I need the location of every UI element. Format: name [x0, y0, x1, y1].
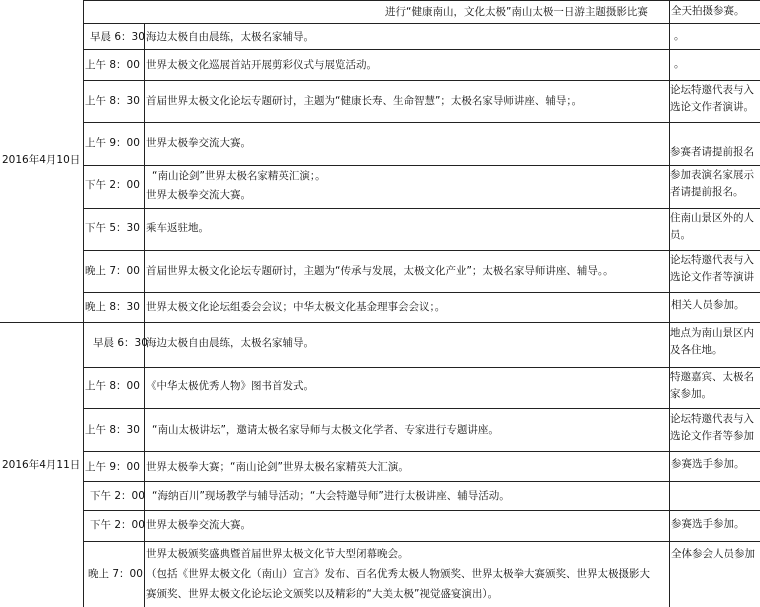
day2-date: 2016年4月11日	[2, 459, 81, 471]
day1-row5-event-line2: 世界太极拳交流大赛。	[146, 189, 251, 201]
day2-row2-time: 上午 8：00	[85, 380, 140, 392]
day2-row7-event-line2: （包括《世界太极文化（南山）宣言》发布、百名优秀太极人物颁奖、世界太极拳大赛颁奖、世界太极摄影大	[146, 568, 650, 580]
day2-row6-time: 下午 2：00	[90, 519, 145, 531]
day2-row7-time: 晚上 7：00	[88, 568, 143, 580]
day2-row7-event: 世界太极颁奖盛典暨首届世界太极文化节大型闭幕晚会。	[146, 548, 409, 560]
day1-row7-note: 论坛特邀代表与入选论文作者等演讲	[670, 254, 754, 283]
day2-row6-note: 参赛选手参加。	[671, 518, 745, 530]
header-note: 全天拍摄参赛。	[671, 5, 745, 17]
day1-row3-note: 论坛特邀代表与入选论文作者演讲。	[670, 84, 754, 113]
day1-date: 2016年4月10日	[2, 154, 81, 166]
day1-row4-event: 世界太极拳交流大赛。	[146, 137, 251, 149]
day1-row5-note: 参加表演名家展示者请提前报名。	[670, 169, 754, 198]
day1-row3-event: 首届世界太极文化论坛专题研讨，主题为“健康长寿、生命智慧”；太极名家导师讲座、辅导；。	[146, 95, 583, 107]
day1-row7-event: 首届世界太极文化论坛专题研讨，主题为“传承与发展，太极文化产业”；太极名家导师讲座、辅导。。	[146, 265, 614, 277]
day1-row2-note: 。	[674, 58, 685, 70]
header-event: 进行“健康南山，文化太极”南山太极一日游主题摄影比赛	[385, 6, 648, 18]
day2-row4-note: 参赛选手参加。	[671, 458, 745, 470]
day1-row3-time: 上午 8：30	[85, 95, 140, 107]
day2-row6-event: 世界太极拳交流大赛。	[146, 519, 251, 531]
day1-row2-time: 上午 8：00	[85, 59, 140, 71]
day1-row8-time: 晚上 8：30	[85, 301, 140, 313]
day2-row7-event-line3: 赛颁奖、世界太极文化论坛论文颁奖以及精彩的“大美太极”视觉盛宴演出）。	[146, 588, 499, 600]
day2-row1-time: 早晨 6：30	[93, 337, 148, 349]
day1-row1-note: 。	[674, 30, 685, 42]
day2-row2-note: 特邀嘉宾、太极名家参加。	[670, 371, 754, 400]
day2-row3-time: 上午 8：30	[85, 424, 140, 436]
day1-row6-time: 下午 5：30	[85, 222, 140, 234]
day2-row3-event: “南山太极讲坛”，邀请太极名家导师与太极文化学者、专家进行专题讲座。	[152, 424, 499, 436]
day2-row3-note: 论坛特邀代表与入选论文作者等参加	[670, 413, 754, 442]
day2-row7-note: 全体参会人员参加	[671, 548, 755, 560]
day1-row8-event: 世界太极文化论坛组委会会议；中华太极文化基金理事会会议；。	[146, 301, 446, 313]
day2-row1-event: 海边太极自由晨练，太极名家辅导。	[146, 337, 314, 349]
day1-row4-time: 上午 9：00	[85, 137, 140, 149]
day2-row5-event: “海纳百川”现场教学与辅导活动；“大会特邀导师”进行太极讲座、辅导活动。	[152, 490, 510, 502]
day1-row4-note: 参赛者请提前报名	[670, 146, 754, 158]
day1-row6-note: 住南山景区外的人员。	[670, 212, 754, 241]
day1-row5-event: “南山论剑”世界太极名家精英汇演；。	[152, 170, 326, 182]
day1-row8-note: 相关人员参加。	[671, 299, 745, 311]
day1-row6-event: 乘车返驻地。	[146, 222, 209, 234]
day2-row2-event: 《中华太极优秀人物》图书首发式。	[146, 380, 314, 392]
day2-row1-note: 地点为南山景区内及各住地。	[670, 327, 754, 356]
day2-row4-event: 世界太极拳大赛；“南山论剑”世界太极名家精英大汇演。	[146, 461, 409, 473]
day1-row7-time: 晚上 7：00	[85, 265, 140, 277]
day1-row1-event: 海边太极自由晨练，太极名家辅导。	[146, 31, 314, 43]
day1-row1-time: 早晨 6：30	[90, 31, 145, 43]
day1-row5-time: 下午 2：00	[85, 179, 140, 191]
day1-row2-event: 世界太极文化巡展首站开展剪彩仪式与展览活动。	[146, 59, 377, 71]
day2-row4-time: 上午 9：00	[85, 461, 140, 473]
day2-row5-time: 下午 2：00	[90, 490, 145, 502]
